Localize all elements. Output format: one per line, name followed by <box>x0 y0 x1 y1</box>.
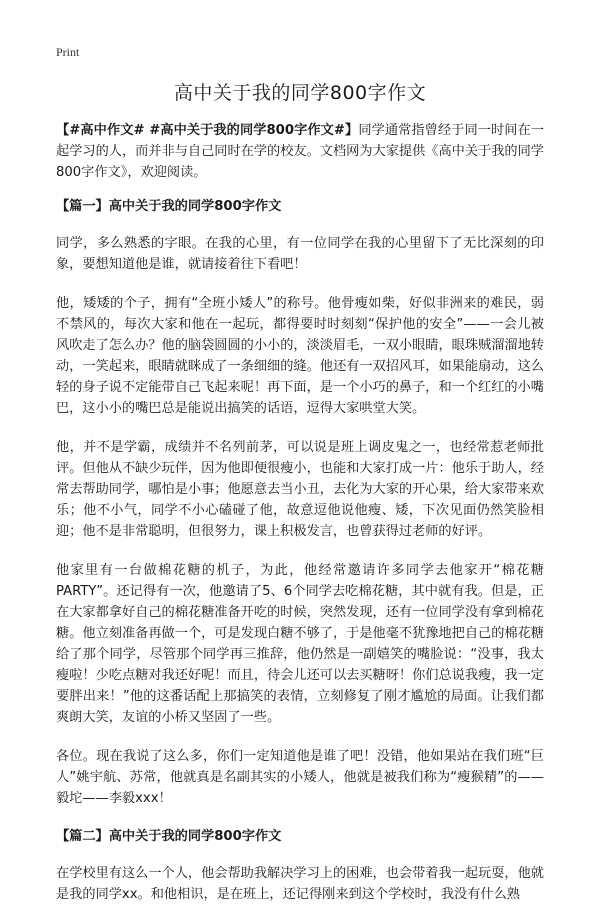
intro-tags: 【#高中作文# #高中关于我的同学800字作文#】 <box>56 123 359 138</box>
page-title: 高中关于我的同学800字作文 <box>173 82 427 104</box>
print-label: Print <box>56 45 80 59</box>
paragraph: 他，矮矮的个子，拥有“全班小矮人”的称号。他骨瘦如柴，好似非洲来的难民，弱不禁风的，每次大家和他在一起玩，都得要时时刻刻“保护他的安全”——一会儿被风吹走了怎么办？他的脑袋圆圆的小小的，淡淡眉毛，一双小眼睛，眼珠贼溜溜地转动，一笑起来，眼睛就眯成了一条细细的缝。他还有一双招风耳，如果能扇动，这么轻的身子说不定能带自己飞起来呢！再下面，是一个小巧的鼻子，和一个红红的小嘴巴，这小小的嘴巴总是能说出搞笑的话语，逗得大家哄堂大笑。 <box>56 296 544 416</box>
paragraph: 他家里有一台做棉花糖的机子，为此，他经常邀请许多同学去他家开“棉花糖PARTY”。还记得有一次，他邀请了5、6个同学去吃棉花糖，其中就有我。但是，正在大家都拿好自己的棉花糖准备开吃的时候，突然发现，还有一位同学没有拿到棉花糖。他立刻准备再做一个，可是发现白糖不够了，于是他毫不犹豫地把自己的棉花糖给了那个同学，尽管那个同学再三推辞，他仍然是一副嬉笑的嘴脸说：“没事，我太瘦啦！少吃点糖对我还好呢！而且，待会儿还可以去买糖呀！你们总说我瘦，我一定要胖出来！”他的这番话配上那搞笑的表情，立刻修复了刚才尴尬的局面。让我们都爽朗大笑，友谊的小桥又坚固了一些。 <box>56 563 544 725</box>
intro-text: 同学通常指曾经于同一时间在一起学习的人，而并非与自己同时在学的校友。文档网为大家提供《高中关于我的同学800字作文》，欢迎阅读。 <box>56 123 544 180</box>
paragraph: 他，并不是学霸，成绩并不名列前茅，可以说是班上调皮鬼之一，也经常惹老师批评。但他从不缺少玩伴，因为他即便很瘦小，也能和大家打成一片：他乐于助人，经常去帮助同学，哪怕是小事；他愿意去当小丑，去化为大家的开心果，给大家带来欢乐；他不小气，同学不小心磕碰了他，故意逗他说他瘦、矮，下次见面仍然笑脸相迎；他不是非常聪明，但很努力，课上积极发言，也曾获得过老师的好评。 <box>56 440 544 539</box>
section-heading-2: 【篇二】高中关于我的同学800字作文 <box>56 829 282 844</box>
section-heading-1: 【篇一】高中关于我的同学800字作文 <box>56 199 282 214</box>
paragraph: 各位。现在我说了这么多，你们一定知道他是谁了吧！没错，他如果站在我们班“巨人”姚宇航、苏常，他就真是名副其实的小矮人，他就是被我们称为“瘦猴精”的——毅坨——李毅xxx！ <box>56 749 544 806</box>
intro-paragraph <box>56 120 544 183</box>
paragraph: 同学，多么熟悉的字眼。在我的心里，有一位同学在我的心里留下了无比深刻的印象，要想知道他是谁，就请接着往下看吧！ <box>56 236 544 272</box>
paragraph: 在学校里有这么一个人，他会帮助我解决学习上的困难，也会带着我一起玩耍，他就是我的同学xx。和他相识，是在班上，还记得刚来到这个学校时，我没有什么熟 <box>56 866 544 902</box>
